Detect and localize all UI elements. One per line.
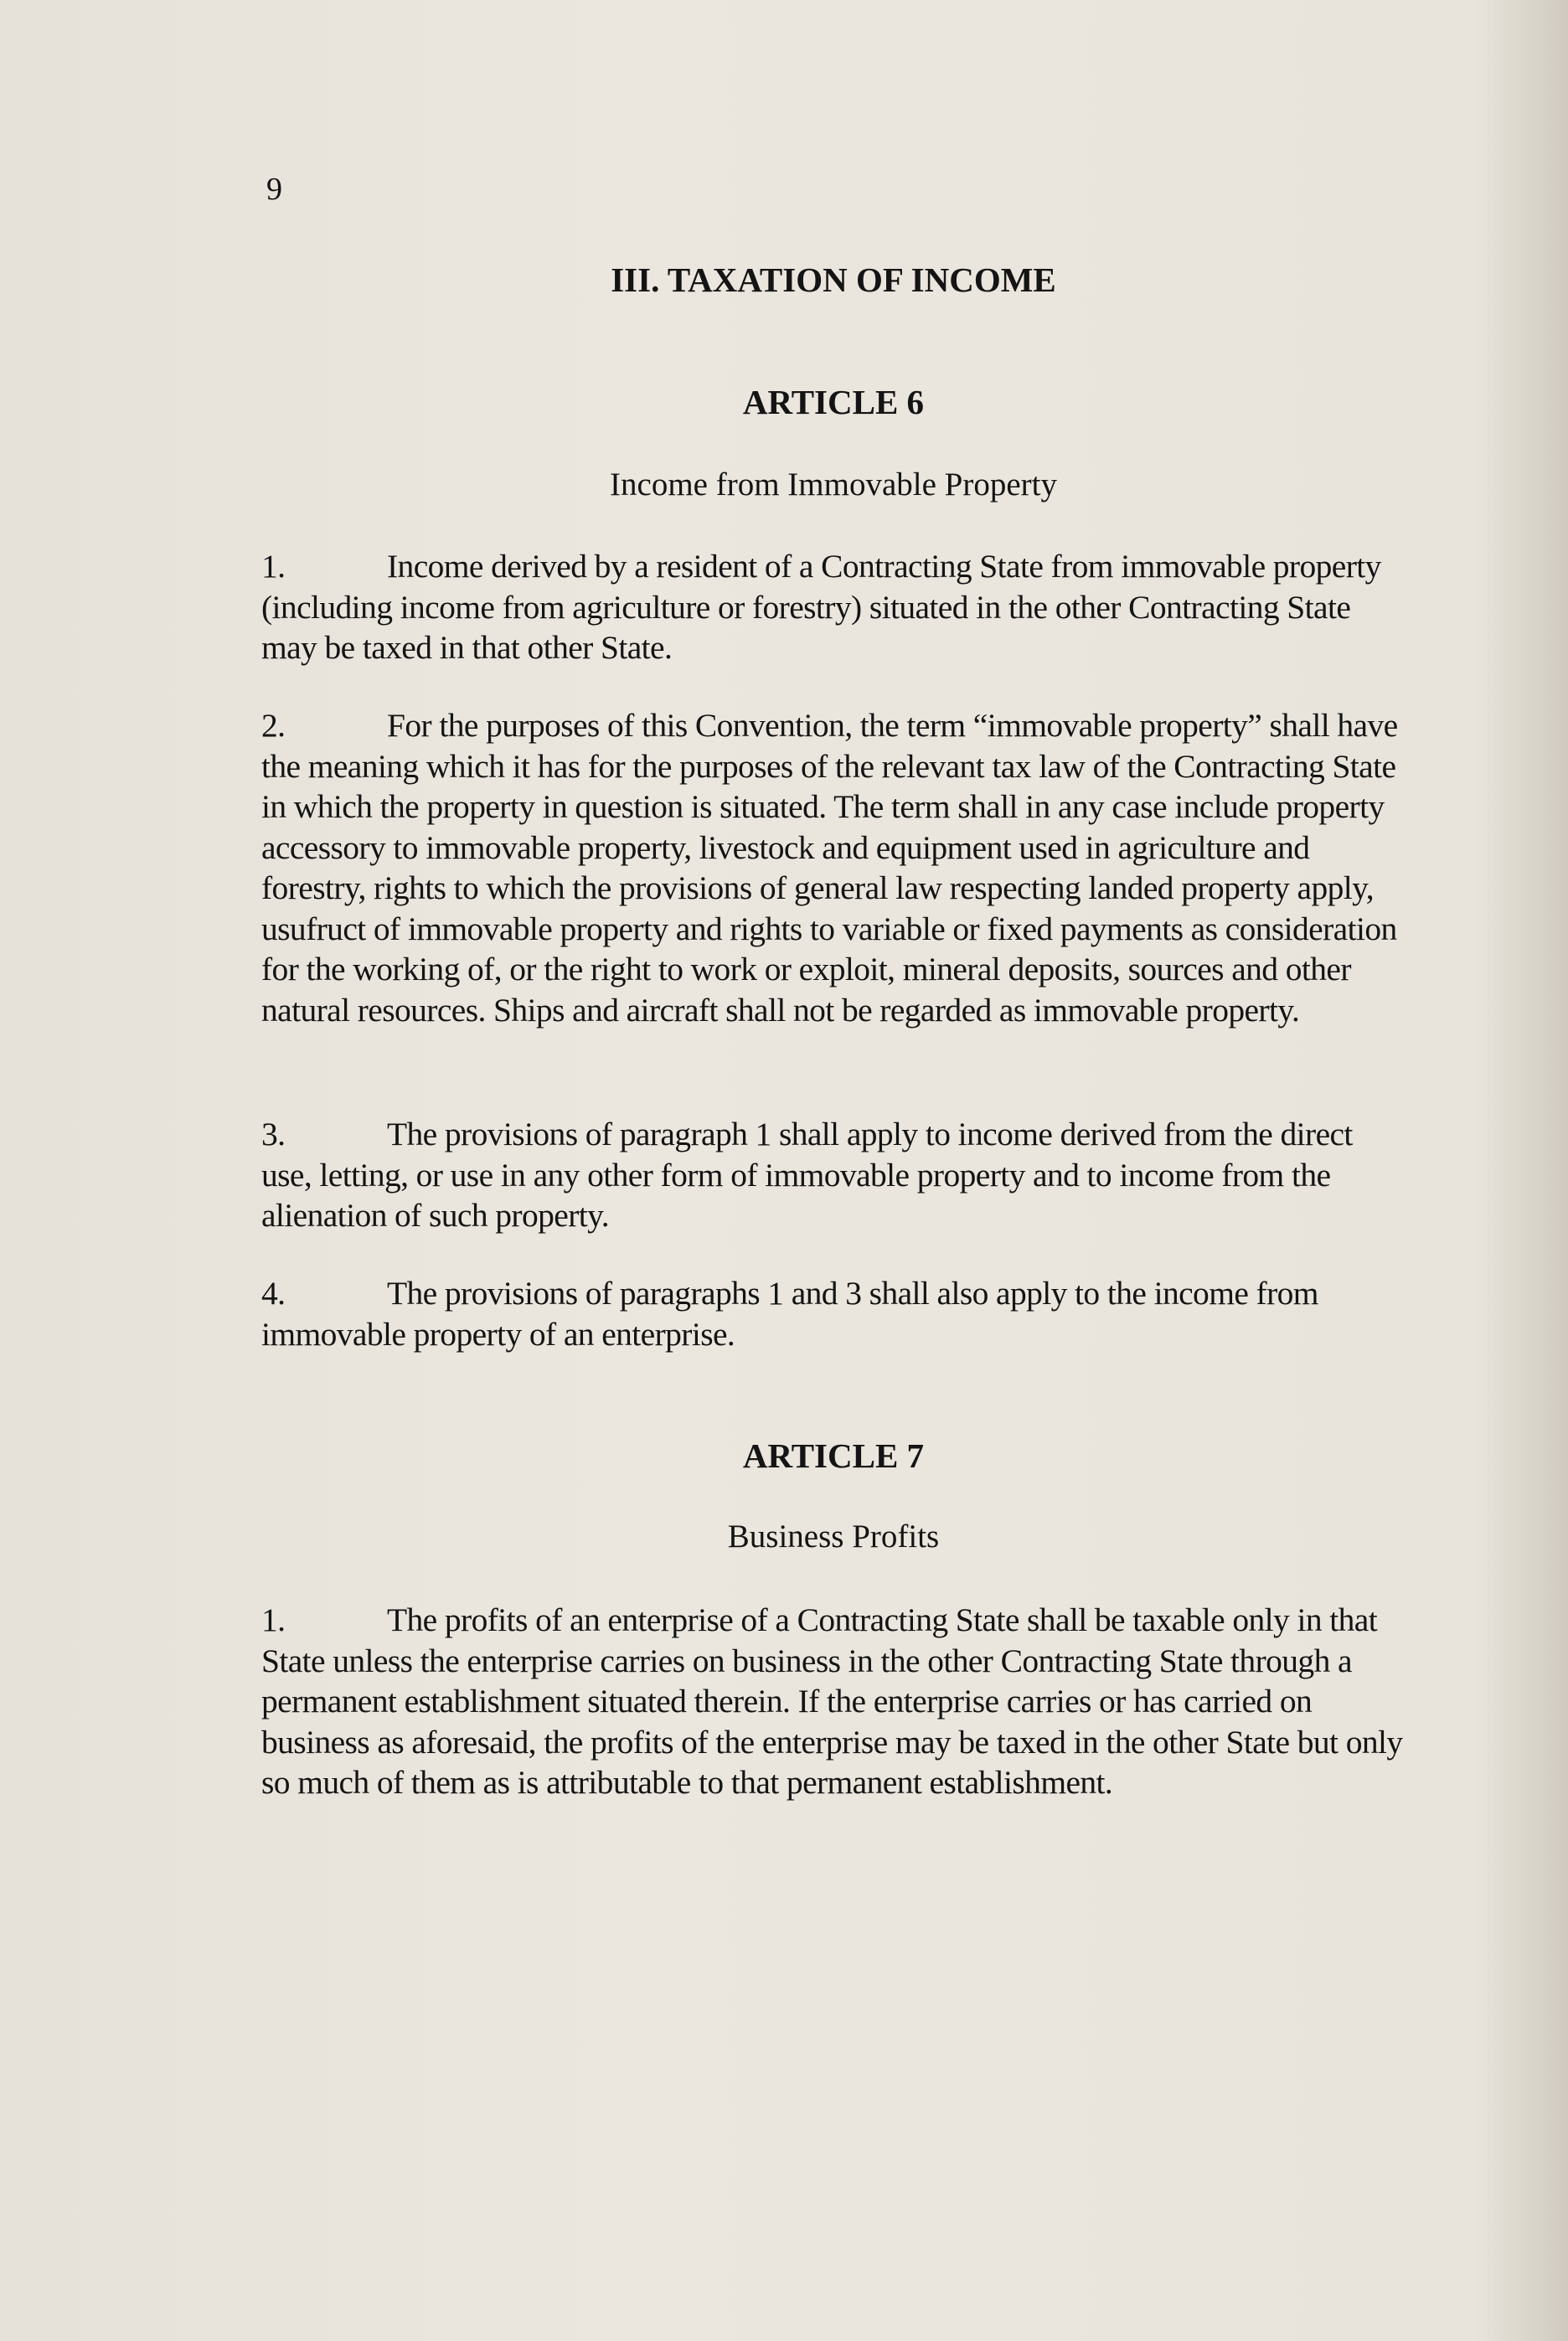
paragraph-number: 1. xyxy=(261,1601,286,1638)
article-6-paragraph-3 xyxy=(261,1114,1409,1236)
article-7-subtitle: Business Profits xyxy=(727,1519,940,1555)
paragraph-text: The provisions of paragraphs 1 and 3 shall also apply to the income from immovable property of an enterprise. xyxy=(261,1275,1318,1353)
article-6-paragraph-4 xyxy=(261,1273,1409,1354)
article-6-heading: ARTICLE 6 xyxy=(742,383,925,421)
paragraph-text: The provisions of paragraph 1 shall apply to income derived from the direct use, letting, or use in any other form of immovable property and to income from the alienation of such property. xyxy=(261,1116,1353,1234)
paragraph-number: 1. xyxy=(261,548,286,585)
paragraph-number: 3. xyxy=(261,1116,286,1152)
paragraph-text: Income derived by a resident of a Contracting State from immovable property (including income from agriculture or forestry) situated in the other Contracting State may be taxed in that other State. xyxy=(261,548,1381,666)
article-6-paragraph-1 xyxy=(261,546,1409,668)
article-6-paragraph-2 xyxy=(261,705,1409,1030)
page-number: 9 xyxy=(266,172,282,207)
paragraph-text: The profits of an enterprise of a Contracting State shall be taxable only in that State unless the enterprise carries on business in the other Contracting State through a permanent establishment situated therein. If the enterprise carries or has carried on business as aforesaid, the profits of the enterprise may be taxed in the other State but only so much of them as is attributable to that permanent establishment. xyxy=(261,1601,1403,1801)
paragraph-number: 2. xyxy=(261,707,286,744)
article-6-subtitle: Income from Immovable Property xyxy=(610,467,1057,503)
paragraph-text: For the purposes of this Convention, the term “immovable property” shall have the meaning which it has for the purposes of the relevant tax law of the Contracting State in which the property in question is situated. The term shall in any case include property accessory to immovable property, livestock and equipment used in agriculture and forestry, rights to which the provisions of general law respecting landed property apply, usufruct of immovable property and rights to variable or fixed payments as consideration for the working of, or the right to work or exploit, mineral deposits, sources and other natural resources. Ships and aircraft shall not be regarded as immovable property. xyxy=(261,707,1398,1029)
article-7-heading: ARTICLE 7 xyxy=(742,1436,925,1475)
article-7-paragraph-1 xyxy=(261,1600,1409,1803)
part-title: III. TAXATION OF INCOME xyxy=(611,260,1056,299)
paragraph-number: 4. xyxy=(261,1275,286,1312)
